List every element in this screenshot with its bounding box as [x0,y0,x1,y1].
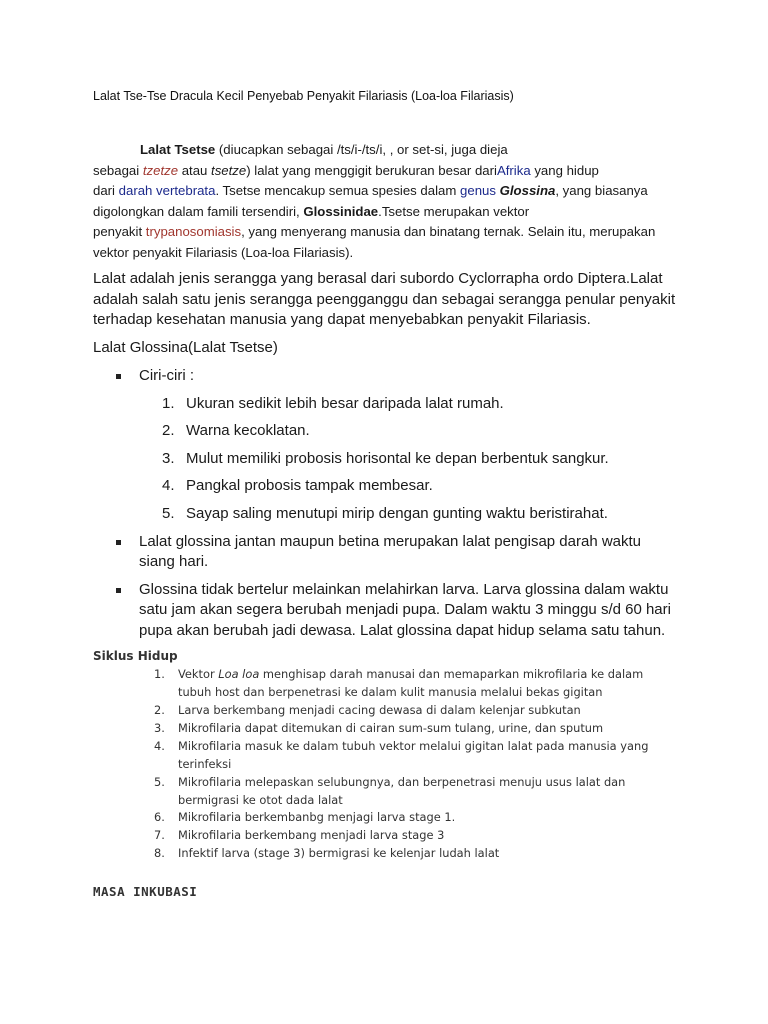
term-loa-loa: Loa loa [218,667,260,681]
intro-line-6: vektor penyakit Filariasis (Loa-loa Filariasis). [93,245,354,260]
list-number: 2. [154,703,165,717]
list-item: Ukuran sedikit lebih besar daripada lalat rumah. [186,395,504,412]
list-number: 1. [154,667,165,681]
list-item: Mikrofilaria berkembang menjadi larva stage 3 [178,828,445,842]
bullet-square-icon [116,588,121,593]
intro-line-5 [93,224,655,239]
intro-line-1 [140,142,508,157]
list-item-text: Vektor [178,667,219,681]
intro-text: , yang menyerang manusia dan binatang ternak. Selain itu, merupakan [241,224,656,239]
paragraph-line: adalah salah satu jenis serangga peengganggu dan sebagai serangga penular penyakit [93,291,676,308]
list-item: Infektif larva (stage 3) bermigrasi ke kelenjar ludah lalat [178,846,500,860]
list-item: Mikrofilaria masuk ke dalam tubuh vektor melalui gigitan lalat pada manusia yang [178,739,649,753]
link-trypanosomiasis[interactable]: trypanosomiasis [145,224,242,239]
link-genus[interactable]: genus [460,183,496,198]
intro-line-4 [93,204,529,219]
bullet-square-icon [116,540,121,545]
list-item: Mikrofilaria melepaskan selubungnya, dan berpenetrasi menuju usus lalat dan [178,775,626,789]
list-item: Mikrofilaria berkembanbg menjagi larva stage 1. [178,810,456,824]
term-lalat-tsetse: Lalat Tsetse [140,142,216,157]
list-item: Sayap saling menutupi mirip dengan gunting waktu beristirahat. [186,505,608,522]
term-glossina: Glossina [499,183,556,198]
intro-text: penyakit [93,224,146,239]
list-item-continuation: terinfeksi [178,757,232,771]
list-item: Larva berkembang menjadi cacing dewasa di dalam kelenjar subkutan [178,703,581,717]
intro-text: yang hidup [530,163,599,178]
list-item-text: menghisap darah manusai dan memaparkan mikrofilaria ke dalam [259,667,644,681]
list-number: 5. [162,505,175,522]
list-item: Mikrofilaria dapat ditemukan di cairan sum-sum tulang, urine, dan sputum [178,721,604,735]
list-item-continuation: bermigrasi ke otot dada lalat [178,793,343,807]
intro-text: , yang biasanya [555,183,648,198]
intro-text: dari [93,183,119,198]
link-tzetze[interactable]: tzetze [142,163,179,178]
list-item: Pangkal probosis tampak membesar. [186,477,433,494]
list-item: Warna kecoklatan. [186,422,310,439]
bullet-square-icon [116,374,121,379]
intro-text: . Tsetse mencakup semua spesies dalam [215,183,461,198]
paragraph-line: Lalat adalah jenis serangga yang berasal dari subordo Cyclorrapha ordo Diptera.Lalat [93,270,663,287]
bullet-text-line: siang hari. [139,553,209,570]
link-darah-vertebrata[interactable]: darah vertebrata [118,183,216,198]
list-number: 5. [154,775,165,789]
list-number: 4. [162,477,175,494]
list-number: 2. [162,422,175,439]
list-number: 7. [154,828,165,842]
intro-line-3 [93,183,648,198]
intro-text: (diucapkan sebagai /ts/i-/ts/i, , or set-si, juga dieja [215,142,508,157]
intro-line-2 [93,163,599,178]
bullet-ciri-ciri: Ciri-ciri : [139,367,194,384]
intro-text: sebagai [93,163,143,178]
intro-text: .Tsetse merupakan vektor [378,204,530,219]
list-item-continuation: tubuh host dan berpenetrasi ke dalam kulit manusia melalui bekas gigitan [178,685,603,699]
intro-text: digolongkan dalam famili tersendiri, [93,204,304,219]
term-tsetze: tsetze [211,163,247,178]
list-number: 8. [154,846,165,860]
bullet-text-line: Glossina tidak bertelur melainkan melahirkan larva. Larva glossina dalam waktu [139,581,669,598]
list-number: 6. [154,810,165,824]
section-heading-siklus-hidup: Siklus Hidup [93,649,178,663]
term-glossinidae: Glossinidae [303,204,379,219]
bullet-text-line: satu jam akan segera berubah menjadi pupa. Dalam waktu 3 minggu s/d 60 hari [139,601,671,618]
list-number: 1. [162,395,175,412]
list-item [178,667,643,681]
section-heading-glossina: Lalat Glossina(Lalat Tsetse) [93,339,278,356]
bullet-text-line: Lalat glossina jantan maupun betina merupakan lalat pengisap darah waktu [139,533,642,550]
document-title: Lalat Tse-Tse Dracula Kecil Penyebab Penyakit Filariasis (Loa-loa Filariasis) [93,89,514,103]
bullet-text-line: pupa akan berubah jadi dewasa. Lalat glossina dapat hidup selama satu tahun. [139,622,666,639]
list-number: 4. [154,739,165,753]
list-item: Mulut memiliki probosis horisontal ke depan berbentuk sangkur. [186,450,609,467]
list-number: 3. [154,721,165,735]
intro-text: ) lalat yang menggigit berukuran besar dari [246,163,497,178]
intro-text: atau [178,163,212,178]
list-number: 3. [162,450,175,467]
section-heading-masa-inkubasi: MASA INKUBASI [93,884,198,899]
link-afrika[interactable]: Afrika [496,163,531,178]
paragraph-line: terhadap kesehatan manusia yang dapat menyebabkan penyakit Filariasis. [93,311,591,328]
